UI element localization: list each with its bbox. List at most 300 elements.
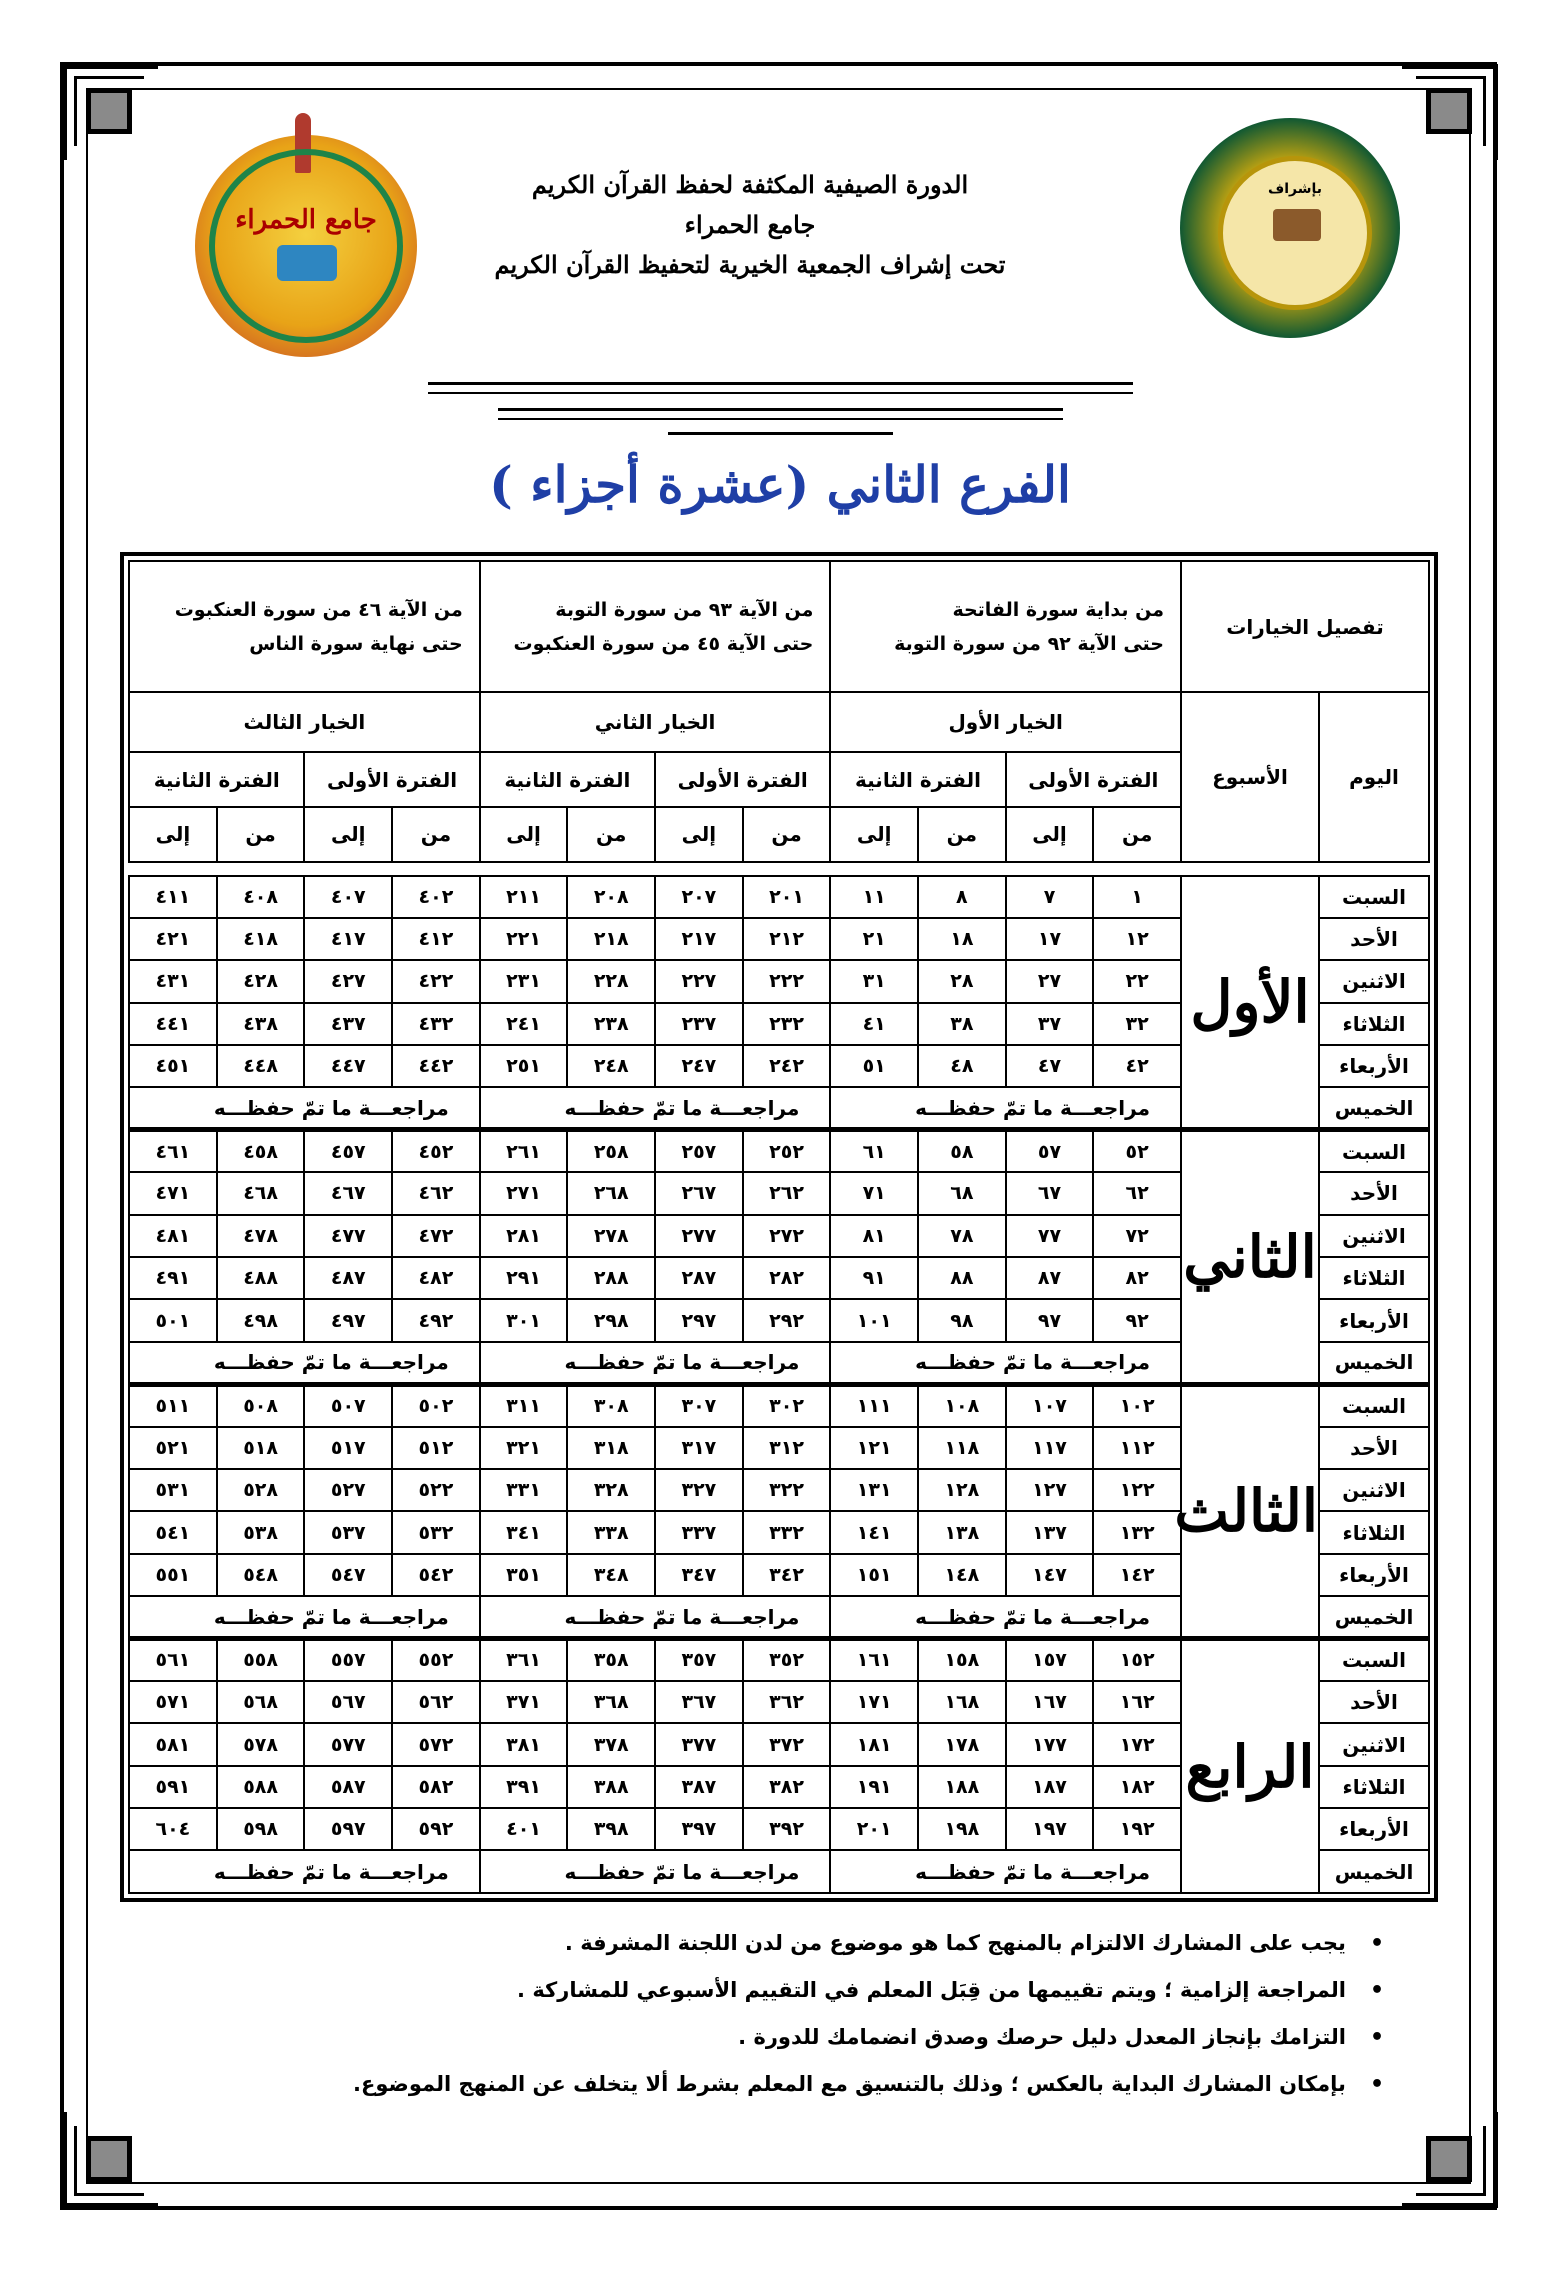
verse-number-cell: ٦٢ <box>1093 1172 1181 1214</box>
day-cell: الخميس <box>1319 1596 1429 1638</box>
review-cell: مراجعـــة ما تمّ حفظـــه <box>830 1850 1181 1893</box>
verse-number-cell: ٣٩٧ <box>655 1808 743 1850</box>
verse-number-cell: ٣٠٢ <box>743 1384 831 1426</box>
day-cell: الاثنين <box>1319 960 1429 1002</box>
verse-number-cell: ٤٤٢ <box>392 1045 480 1087</box>
day-cell: السبت <box>1319 1639 1429 1681</box>
verse-number-cell: ٣٥٨ <box>567 1639 655 1681</box>
verse-number-cell: ٥٠٧ <box>304 1384 392 1426</box>
verse-number-cell: ١٩٢ <box>1093 1808 1181 1850</box>
verse-number-cell: ٩٢ <box>1093 1299 1181 1341</box>
review-cell: مراجعـــة ما تمّ حفظـــه <box>830 1342 1181 1384</box>
verse-number-cell: ٤٠٢ <box>392 876 480 918</box>
verse-number-cell: ١ <box>1093 876 1181 918</box>
verse-number-cell: ٤٧٢ <box>392 1215 480 1257</box>
to-header: إلى <box>129 807 217 862</box>
verse-number-cell: ١٤٢ <box>1093 1554 1181 1596</box>
verse-number-cell: ٢٠٧ <box>655 876 743 918</box>
verse-number-cell: ٥١٧ <box>304 1427 392 1469</box>
period-1-header: الفترة الأولى <box>304 752 479 807</box>
verse-number-cell: ٣٥٧ <box>655 1639 743 1681</box>
verse-number-cell: ٥١٢ <box>392 1427 480 1469</box>
review-cell: مراجعـــة ما تمّ حفظـــه <box>129 1087 480 1129</box>
day-cell: السبت <box>1319 876 1429 918</box>
verse-number-cell: ٤٥٧ <box>304 1130 392 1172</box>
period-2-header: الفترة الثانية <box>830 752 1005 807</box>
verse-number-cell: ١٢٨ <box>918 1469 1006 1511</box>
verse-number-cell: ٢٩٧ <box>655 1299 743 1341</box>
day-cell: الاثنين <box>1319 1469 1429 1511</box>
verse-number-cell: ١٢١ <box>830 1427 918 1469</box>
day-cell: الأربعاء <box>1319 1299 1429 1341</box>
verse-number-cell: ٩٨ <box>918 1299 1006 1341</box>
corner-ornament <box>1402 64 1498 160</box>
verse-number-cell: ٤٤١ <box>129 1003 217 1045</box>
verse-number-cell: ٤٩١ <box>129 1257 217 1299</box>
verse-number-cell: ٥٢١ <box>129 1427 217 1469</box>
verse-number-cell: ١٤٧ <box>1006 1554 1094 1596</box>
verse-number-cell: ٢٤١ <box>480 1003 568 1045</box>
verse-number-cell: ٤١٧ <box>304 918 392 960</box>
verse-number-cell: ١٦٧ <box>1006 1681 1094 1723</box>
review-cell: مراجعـــة ما تمّ حفظـــه <box>830 1596 1181 1638</box>
verse-number-cell: ٤٨٢ <box>392 1257 480 1299</box>
week-name-cell: الرابع <box>1181 1639 1319 1893</box>
divider-line <box>498 418 1063 420</box>
verse-number-cell: ٥٤٨ <box>217 1554 305 1596</box>
verse-number-cell: ٣٦٨ <box>567 1681 655 1723</box>
day-cell: الأحد <box>1319 1172 1429 1214</box>
verse-number-cell: ٥٧٢ <box>392 1723 480 1765</box>
verse-number-cell: ٥٥٢ <box>392 1639 480 1681</box>
verse-number-cell: ٤٨٧ <box>304 1257 392 1299</box>
day-cell: السبت <box>1319 1130 1429 1172</box>
verse-number-cell: ٢٠١ <box>830 1808 918 1850</box>
verse-number-cell: ٢٢ <box>1093 960 1181 1002</box>
verse-number-cell: ١٢٢ <box>1093 1469 1181 1511</box>
verse-number-cell: ٤٦٨ <box>217 1172 305 1214</box>
verse-number-cell: ٢٨٢ <box>743 1257 831 1299</box>
verse-number-cell: ٢٤٧ <box>655 1045 743 1087</box>
day-cell: الخميس <box>1319 1850 1429 1893</box>
document-header <box>430 165 1070 285</box>
verse-number-cell: ١٢ <box>1093 918 1181 960</box>
to-header: إلى <box>655 807 743 862</box>
verse-number-cell: ٤٢٧ <box>304 960 392 1002</box>
verse-number-cell: ٥١٨ <box>217 1427 305 1469</box>
verse-number-cell: ٢١٧ <box>655 918 743 960</box>
verse-number-cell: ٤٨ <box>918 1045 1006 1087</box>
verse-number-cell: ٥٩٨ <box>217 1808 305 1850</box>
day-cell: الاثنين <box>1319 1215 1429 1257</box>
verse-number-cell: ١٨٨ <box>918 1766 1006 1808</box>
verse-number-cell: ٤١٢ <box>392 918 480 960</box>
day-cell: الأحد <box>1319 1681 1429 1723</box>
day-cell: الاثنين <box>1319 1723 1429 1765</box>
verse-number-cell: ١٣١ <box>830 1469 918 1511</box>
note-item: • يجب على المشارك الالتزام بالمنهج كما هو موضوع من لدن اللجنة المشرفة . <box>200 1920 1384 1967</box>
verse-number-cell: ٣٩٢ <box>743 1808 831 1850</box>
verse-number-cell: ٥٢٢ <box>392 1469 480 1511</box>
verse-number-cell: ١٧٧ <box>1006 1723 1094 1765</box>
verse-number-cell: ٥٧ <box>1006 1130 1094 1172</box>
verse-number-cell: ٣٥٢ <box>743 1639 831 1681</box>
society-logo-text: بإشراف <box>1267 181 1323 197</box>
verse-number-cell: ٢٣٨ <box>567 1003 655 1045</box>
review-cell: مراجعـــة ما تمّ حفظـــه <box>480 1850 831 1893</box>
verse-number-cell: ٤٥٨ <box>217 1130 305 1172</box>
verse-number-cell: ٤٧١ <box>129 1172 217 1214</box>
verse-number-cell: ٨٢ <box>1093 1257 1181 1299</box>
verse-number-cell: ٢٧٧ <box>655 1215 743 1257</box>
verse-number-cell: ٣٤١ <box>480 1511 568 1553</box>
day-cell: الأحد <box>1319 918 1429 960</box>
table-row <box>129 876 1429 918</box>
verse-number-cell: ٣٧ <box>1006 1003 1094 1045</box>
verse-number-cell: ٣٦٢ <box>743 1681 831 1723</box>
verse-number-cell: ٢٥٨ <box>567 1130 655 1172</box>
verse-number-cell: ٥٩١ <box>129 1766 217 1808</box>
from-header: من <box>743 807 831 862</box>
week-header: الأسبوع <box>1181 692 1319 862</box>
verse-number-cell: ٤٣٢ <box>392 1003 480 1045</box>
verse-number-cell: ٤٥١ <box>129 1045 217 1087</box>
verse-number-cell: ٤٢ <box>1093 1045 1181 1087</box>
verse-number-cell: ٥٨٢ <box>392 1766 480 1808</box>
verse-number-cell: ٩٧ <box>1006 1299 1094 1341</box>
verse-number-cell: ١٥٢ <box>1093 1639 1181 1681</box>
options-detail-header: تفصيل الخيارات <box>1181 561 1429 692</box>
verse-number-cell: ٥٦٨ <box>217 1681 305 1723</box>
verse-number-cell: ٤٨١ <box>129 1215 217 1257</box>
verse-number-cell: ٦٠٤ <box>129 1808 217 1850</box>
verse-number-cell: ١٧١ <box>830 1681 918 1723</box>
verse-number-cell: ٤٦٧ <box>304 1172 392 1214</box>
verse-number-cell: ٢١١ <box>480 876 568 918</box>
day-cell: الثلاثاء <box>1319 1766 1429 1808</box>
verse-number-cell: ١٤١ <box>830 1511 918 1553</box>
option-1-header: الخيار الأول <box>830 692 1181 752</box>
to-header: إلى <box>304 807 392 862</box>
verse-number-cell: ١٣٢ <box>1093 1511 1181 1553</box>
verse-number-cell: ٣٢٢ <box>743 1469 831 1511</box>
verse-number-cell: ٣٧٧ <box>655 1723 743 1765</box>
verse-number-cell: ١٣٨ <box>918 1511 1006 1553</box>
verse-number-cell: ٣١٢ <box>743 1427 831 1469</box>
day-cell: الثلاثاء <box>1319 1257 1429 1299</box>
verse-number-cell: ٤٣٨ <box>217 1003 305 1045</box>
verse-number-cell: ٤٧٨ <box>217 1215 305 1257</box>
verse-number-cell: ١١١ <box>830 1384 918 1426</box>
verse-number-cell: ٢٣١ <box>480 960 568 1002</box>
corner-ornament <box>1402 2112 1498 2208</box>
verse-number-cell: ٢١ <box>830 918 918 960</box>
verse-number-cell: ٤٣٧ <box>304 1003 392 1045</box>
verse-number-cell: ٣٤٨ <box>567 1554 655 1596</box>
verse-number-cell: ٥٦٢ <box>392 1681 480 1723</box>
verse-number-cell: ٨ <box>918 876 1006 918</box>
verse-number-cell: ٣٨٧ <box>655 1766 743 1808</box>
verse-number-cell: ٥٢٧ <box>304 1469 392 1511</box>
day-cell: الأربعاء <box>1319 1554 1429 1596</box>
from-header: من <box>918 807 1006 862</box>
verse-number-cell: ٤٨٨ <box>217 1257 305 1299</box>
to-header: إلى <box>480 807 568 862</box>
verse-number-cell: ٢٧ <box>1006 960 1094 1002</box>
verse-number-cell: ١٦١ <box>830 1639 918 1681</box>
verse-number-cell: ٣٦١ <box>480 1639 568 1681</box>
verse-number-cell: ٢٢٢ <box>743 960 831 1002</box>
verse-number-cell: ٤٤٨ <box>217 1045 305 1087</box>
period-2-header: الفترة الثانية <box>129 752 304 807</box>
verse-number-cell: ٤٢١ <box>129 918 217 960</box>
verse-number-cell: ٢١٨ <box>567 918 655 960</box>
verse-number-cell: ١١٢ <box>1093 1427 1181 1469</box>
verse-number-cell: ٣٩٨ <box>567 1808 655 1850</box>
review-cell: مراجعـــة ما تمّ حفظـــه <box>129 1850 480 1893</box>
verse-number-cell: ٥٠٢ <box>392 1384 480 1426</box>
verse-number-cell: ٢٦٨ <box>567 1172 655 1214</box>
verse-number-cell: ٤٧٧ <box>304 1215 392 1257</box>
verse-number-cell: ٨٧ <box>1006 1257 1094 1299</box>
page-title: الفرع الثاني (عشرة أجزاء ) <box>489 455 1071 514</box>
verse-number-cell: ١٨٢ <box>1093 1766 1181 1808</box>
corner-ornament <box>62 2112 158 2208</box>
day-cell: الثلاثاء <box>1319 1003 1429 1045</box>
verse-number-cell: ٤٠٧ <box>304 876 392 918</box>
table-row <box>129 1130 1429 1172</box>
to-header: إلى <box>830 807 918 862</box>
verse-number-cell: ٥٦٧ <box>304 1681 392 1723</box>
verse-number-cell: ٢٨١ <box>480 1215 568 1257</box>
verse-number-cell: ٢٣٢ <box>743 1003 831 1045</box>
verse-number-cell: ٣٤٢ <box>743 1554 831 1596</box>
verse-number-cell: ٢٩٨ <box>567 1299 655 1341</box>
verse-number-cell: ٥٧١ <box>129 1681 217 1723</box>
verse-number-cell: ٤٤٧ <box>304 1045 392 1087</box>
verse-number-cell: ٣١٨ <box>567 1427 655 1469</box>
verse-number-cell: ٥٨١ <box>129 1723 217 1765</box>
verse-number-cell: ٣٣٧ <box>655 1511 743 1553</box>
verse-number-cell: ٧١ <box>830 1172 918 1214</box>
divider-line <box>668 432 893 435</box>
verse-number-cell: ٥٣١ <box>129 1469 217 1511</box>
verse-number-cell: ٢٢٨ <box>567 960 655 1002</box>
verse-number-cell: ٤٩٨ <box>217 1299 305 1341</box>
verse-number-cell: ٥٦١ <box>129 1639 217 1681</box>
period-2-header: الفترة الثانية <box>480 752 655 807</box>
verse-number-cell: ٣٨١ <box>480 1723 568 1765</box>
table-spacer <box>129 862 1429 876</box>
verse-number-cell: ٤٠٨ <box>217 876 305 918</box>
range-option-2: من الآية ٩٣ من سورة التوبة حتى الآية ٤٥ من سورة العنكبوت <box>480 561 831 692</box>
verse-number-cell: ٨١ <box>830 1215 918 1257</box>
divider-line <box>428 382 1133 385</box>
note-item: • التزامك بإنجاز المعدل دليل حرصك وصدق انضمامك للدورة . <box>200 2014 1384 2061</box>
verse-number-cell: ٣٨٨ <box>567 1766 655 1808</box>
verse-number-cell: ٢٨٨ <box>567 1257 655 1299</box>
verse-number-cell: ١٦٨ <box>918 1681 1006 1723</box>
header-line-1: الدورة الصيفية المكثفة لحفظ القرآن الكريم <box>531 170 969 199</box>
verse-number-cell: ٢٥٢ <box>743 1130 831 1172</box>
verse-number-cell: ٣٦٧ <box>655 1681 743 1723</box>
verse-number-cell: ١١ <box>830 876 918 918</box>
verse-number-cell: ٣٢٧ <box>655 1469 743 1511</box>
verse-number-cell: ٢٨٧ <box>655 1257 743 1299</box>
option-3-header: الخيار الثالث <box>129 692 480 752</box>
verse-number-cell: ٥٠١ <box>129 1299 217 1341</box>
verse-number-cell: ٤١٨ <box>217 918 305 960</box>
day-cell: الأربعاء <box>1319 1045 1429 1087</box>
verse-number-cell: ٢٠١ <box>743 876 831 918</box>
verse-number-cell: ٥٥١ <box>129 1554 217 1596</box>
verse-number-cell: ٢٠٨ <box>567 876 655 918</box>
from-header: من <box>217 807 305 862</box>
mosque-logo <box>195 135 417 357</box>
verse-number-cell: ٤٥٢ <box>392 1130 480 1172</box>
verse-number-cell: ٦١ <box>830 1130 918 1172</box>
verse-number-cell: ٥٨٧ <box>304 1766 392 1808</box>
week-name-cell: الثاني <box>1181 1130 1319 1384</box>
verse-number-cell: ٤٩٧ <box>304 1299 392 1341</box>
verse-number-cell: ٧ <box>1006 876 1094 918</box>
society-logo <box>1180 118 1400 338</box>
verse-number-cell: ٢٨ <box>918 960 1006 1002</box>
verse-number-cell: ١٧ <box>1006 918 1094 960</box>
verse-number-cell: ٤٢٨ <box>217 960 305 1002</box>
verse-number-cell: ٤٠١ <box>480 1808 568 1850</box>
verse-number-cell: ٢٧٨ <box>567 1215 655 1257</box>
note-item: • المراجعة إلزامية ؛ ويتم تقييمها من قِبَل المعلم في التقييم الأسبوعي للمشاركة . <box>200 1967 1384 2014</box>
verse-number-cell: ١٩٧ <box>1006 1808 1094 1850</box>
day-cell: الأحد <box>1319 1427 1429 1469</box>
verse-number-cell: ٥٩٧ <box>304 1808 392 1850</box>
review-cell: مراجعـــة ما تمّ حفظـــه <box>129 1342 480 1384</box>
verse-number-cell: ١٧٢ <box>1093 1723 1181 1765</box>
verse-number-cell: ١٠٧ <box>1006 1384 1094 1426</box>
day-header: اليوم <box>1319 692 1429 862</box>
verse-number-cell: ٤٢٢ <box>392 960 480 1002</box>
verse-number-cell: ٢٩١ <box>480 1257 568 1299</box>
verse-number-cell: ١٤٨ <box>918 1554 1006 1596</box>
to-header: إلى <box>1006 807 1094 862</box>
verse-number-cell: ٣٣٢ <box>743 1511 831 1553</box>
verse-number-cell: ١٨ <box>918 918 1006 960</box>
range-option-1: من بداية سورة الفاتحة حتى الآية ٩٢ من سورة التوبة <box>830 561 1181 692</box>
verse-number-cell: ٥٩٢ <box>392 1808 480 1850</box>
period-1-header: الفترة الأولى <box>655 752 830 807</box>
verse-number-cell: ٢١٢ <box>743 918 831 960</box>
from-header: من <box>392 807 480 862</box>
verse-number-cell: ٦٨ <box>918 1172 1006 1214</box>
week-name-cell: الأول <box>1181 876 1319 1130</box>
verse-number-cell: ١٥٧ <box>1006 1639 1094 1681</box>
verse-number-cell: ٢٣٧ <box>655 1003 743 1045</box>
verse-number-cell: ١١٨ <box>918 1427 1006 1469</box>
verse-number-cell: ٣٧١ <box>480 1681 568 1723</box>
verse-number-cell: ٤٧ <box>1006 1045 1094 1087</box>
verse-number-cell: ١٨١ <box>830 1723 918 1765</box>
table-row <box>129 1639 1429 1681</box>
verse-number-cell: ٢٦٧ <box>655 1172 743 1214</box>
period-1-header: الفترة الأولى <box>1006 752 1181 807</box>
verse-number-cell: ٣٤٧ <box>655 1554 743 1596</box>
notes-list <box>200 1920 1430 2108</box>
verse-number-cell: ٣١ <box>830 960 918 1002</box>
day-cell: الأربعاء <box>1319 1808 1429 1850</box>
verse-number-cell: ٢٥١ <box>480 1045 568 1087</box>
verse-number-cell: ٣٠١ <box>480 1299 568 1341</box>
from-header: من <box>1093 807 1181 862</box>
day-cell: السبت <box>1319 1384 1429 1426</box>
verse-number-cell: ١٣٧ <box>1006 1511 1094 1553</box>
verse-number-cell: ٧٢ <box>1093 1215 1181 1257</box>
range-option-3: من الآية ٤٦ من سورة العنكبوت حتى نهاية سورة الناس <box>129 561 480 692</box>
verse-number-cell: ١٩١ <box>830 1766 918 1808</box>
verse-number-cell: ٣٣١ <box>480 1469 568 1511</box>
verse-number-cell: ٤٣١ <box>129 960 217 1002</box>
verse-number-cell: ٥٥٧ <box>304 1639 392 1681</box>
verse-number-cell: ٣١١ <box>480 1384 568 1426</box>
verse-number-cell: ٥٣٨ <box>217 1511 305 1553</box>
divider-line <box>428 392 1133 394</box>
verse-number-cell: ٢٥٧ <box>655 1130 743 1172</box>
corner-ornament <box>62 64 158 160</box>
verse-number-cell: ٥٤٢ <box>392 1554 480 1596</box>
verse-number-cell: ١٠٢ <box>1093 1384 1181 1426</box>
verse-number-cell: ٥٨٨ <box>217 1766 305 1808</box>
option-2-header: الخيار الثاني <box>480 692 831 752</box>
verse-number-cell: ٥٣٧ <box>304 1511 392 1553</box>
verse-number-cell: ٥٤١ <box>129 1511 217 1553</box>
verse-number-cell: ١٥٨ <box>918 1639 1006 1681</box>
verse-number-cell: ١١٧ <box>1006 1427 1094 1469</box>
verse-number-cell: ٤٦٢ <box>392 1172 480 1214</box>
from-header: من <box>567 807 655 862</box>
table-row <box>129 1384 1429 1426</box>
verse-number-cell: ٥٤٧ <box>304 1554 392 1596</box>
verse-number-cell: ٣٢١ <box>480 1427 568 1469</box>
verse-number-cell: ١٥١ <box>830 1554 918 1596</box>
verse-number-cell: ٣٩١ <box>480 1766 568 1808</box>
week-name-cell: الثالث <box>1181 1384 1319 1638</box>
review-cell: مراجعـــة ما تمّ حفظـــه <box>480 1087 831 1129</box>
verse-number-cell: ٢٢٧ <box>655 960 743 1002</box>
verse-number-cell: ٣٠٨ <box>567 1384 655 1426</box>
verse-number-cell: ٢٦١ <box>480 1130 568 1172</box>
verse-number-cell: ٣٥١ <box>480 1554 568 1596</box>
verse-number-cell: ٨٨ <box>918 1257 1006 1299</box>
verse-number-cell: ٧٨ <box>918 1215 1006 1257</box>
verse-number-cell: ١٧٨ <box>918 1723 1006 1765</box>
verse-number-cell: ٥٧٨ <box>217 1723 305 1765</box>
verse-number-cell: ٢٤٨ <box>567 1045 655 1087</box>
review-cell: مراجعـــة ما تمّ حفظـــه <box>480 1596 831 1638</box>
verse-number-cell: ٥٧٧ <box>304 1723 392 1765</box>
verse-number-cell: ٢٢١ <box>480 918 568 960</box>
verse-number-cell: ٤١ <box>830 1003 918 1045</box>
verse-number-cell: ٥٥٨ <box>217 1639 305 1681</box>
verse-number-cell: ٣١٧ <box>655 1427 743 1469</box>
verse-number-cell: ٥٢٨ <box>217 1469 305 1511</box>
verse-number-cell: ٥٢ <box>1093 1130 1181 1172</box>
review-cell: مراجعـــة ما تمّ حفظـــه <box>830 1087 1181 1129</box>
verse-number-cell: ٣٧٢ <box>743 1723 831 1765</box>
verse-number-cell: ٥٨ <box>918 1130 1006 1172</box>
header-line-2: جامع الحمراء <box>684 210 816 239</box>
verse-number-cell: ٢٧١ <box>480 1172 568 1214</box>
schedule-table <box>128 560 1430 1894</box>
